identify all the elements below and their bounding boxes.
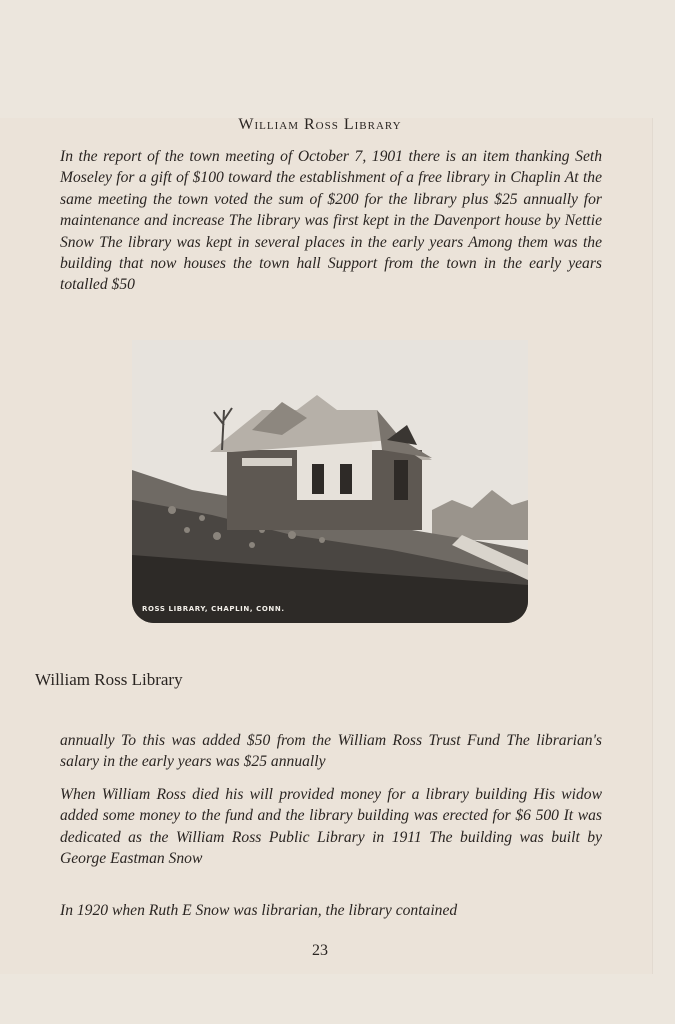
- paragraph-1: In the report of the town meeting of October 7, 1901 there is an item thanking Seth Moseley for a gift of $100 toward the establishment of a free library in Chaplin At the same meeting the town voted the sum of $200 for the library plus $25 annually for maintenance and increase The library was first kept in the Davenport house by Nettie Snow The library was kept in several places in the early years Among them was the building that now houses the town hall Support from the town in the early years totalled $50: [60, 148, 602, 294]
- paragraph-4: In 1920 when Ruth E Snow was librarian, the library contained: [60, 902, 458, 919]
- section-title: William Ross Library: [35, 670, 183, 689]
- paragraph-2: annually To this was added $50 from the William Ross Trust Fund The librarian's salary in the early years was $25 annually: [60, 732, 602, 771]
- page-number: 23: [312, 942, 328, 959]
- running-head: William Ross Library: [238, 116, 402, 133]
- library-photograph: [132, 340, 528, 623]
- photo-caption: ROSS LIBRARY, CHAPLIN, CONN.: [142, 605, 285, 613]
- paragraph-3: When William Ross died his will provided money for a library building His widow added some money to the fund and the library building was erected for $6 500 It was dedicated as the William Ross Public Library in 1911 The building was built by George Eastman Snow: [60, 786, 602, 868]
